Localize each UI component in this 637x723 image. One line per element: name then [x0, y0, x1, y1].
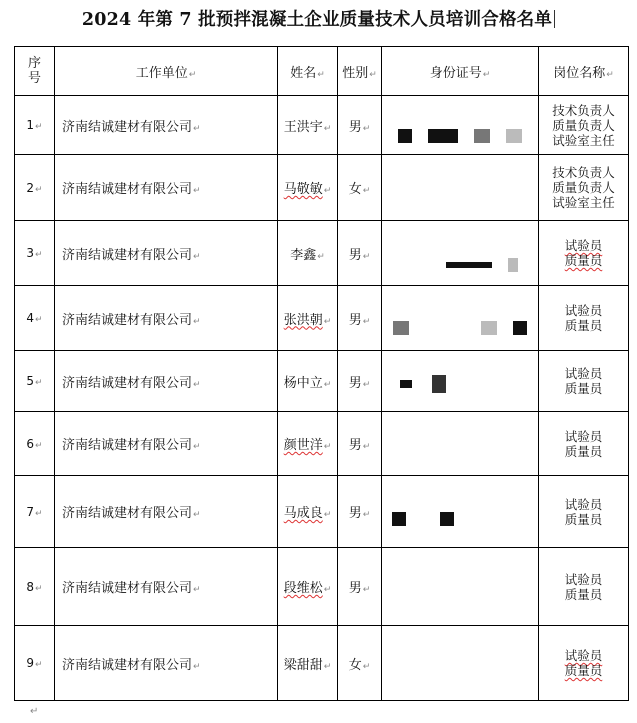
- cell-gender: 男↵: [338, 476, 382, 548]
- cell-position: 试验员 质量员: [539, 221, 629, 286]
- cell-seq: 9↵: [15, 626, 55, 701]
- cell-name: 王洪宇↵: [278, 96, 338, 155]
- cell-seq: 7↵: [15, 476, 55, 548]
- cell-unit: 济南结诚建材有限公司↵: [55, 155, 278, 221]
- table-row: [15, 476, 629, 548]
- table-row: [15, 626, 629, 701]
- cell-name: 马敬敏↵: [278, 155, 338, 221]
- cell-gender: 男↵: [338, 96, 382, 155]
- cell-name: 杨中立↵: [278, 351, 338, 412]
- redaction-block: [440, 512, 454, 526]
- cell-gender: 男↵: [338, 548, 382, 626]
- cell-seq: 2↵: [15, 155, 55, 221]
- cell-id-redacted: [382, 221, 539, 286]
- cell-position: 技术负责人 质量负责人 试验室主任: [539, 155, 629, 221]
- cell-seq: 1↵: [15, 96, 55, 155]
- cell-id-redacted: [382, 155, 539, 221]
- header-seq: [15, 47, 55, 96]
- cell-gender: 男↵: [338, 221, 382, 286]
- cell-name: 梁甜甜↵: [278, 626, 338, 701]
- table-row: [15, 351, 629, 412]
- header-id: 身份证号↵: [382, 47, 539, 96]
- header-name-label: 姓名: [290, 65, 317, 81]
- table-row: [15, 548, 629, 626]
- cell-name: 颜世洋↵: [278, 412, 338, 476]
- cell-unit: 济南结诚建材有限公司↵: [55, 221, 278, 286]
- redaction-block: [481, 321, 497, 335]
- cell-id-redacted: [382, 351, 539, 412]
- cell-position: 试验员 质量员: [539, 476, 629, 548]
- redaction-block: [474, 129, 490, 143]
- cell-id-redacted: [382, 96, 539, 155]
- cell-gender: 女↵: [338, 155, 382, 221]
- redaction-block: [392, 512, 406, 526]
- header-unit: 工作单位↵: [55, 47, 278, 96]
- cell-gender: 男↵: [338, 286, 382, 351]
- cell-seq: 3↵: [15, 221, 55, 286]
- cell-id-redacted: [382, 626, 539, 701]
- redaction-block: [393, 321, 409, 335]
- header-row: [15, 47, 629, 96]
- redaction-block: [432, 375, 446, 393]
- cell-id-redacted: [382, 286, 539, 351]
- cell-position: 试验员 质量员: [539, 548, 629, 626]
- cell-seq: 5↵: [15, 351, 55, 412]
- cell-seq: 8↵: [15, 548, 55, 626]
- cell-name: 李鑫↵: [278, 221, 338, 286]
- document-title: [0, 6, 637, 31]
- redaction-block: [446, 262, 492, 268]
- redaction-block: [400, 380, 412, 388]
- cell-gender: 男↵: [338, 412, 382, 476]
- cell-id-redacted: [382, 548, 539, 626]
- cell-position: 试验员 质量员: [539, 351, 629, 412]
- header-seq-label: 序号: [27, 56, 41, 86]
- cell-unit: 济南结诚建材有限公司↵: [55, 476, 278, 548]
- header-gender: 性别↵: [338, 47, 382, 96]
- cell-position: 试验员 质量员: [539, 412, 629, 476]
- cell-name: 张洪朝↵: [278, 286, 338, 351]
- cell-seq: 4↵: [15, 286, 55, 351]
- cell-position: 技术负责人 质量负责人 试验室主任: [539, 96, 629, 155]
- cell-name: 段维松↵: [278, 548, 338, 626]
- header-id-label: 身份证号: [429, 65, 482, 81]
- roster-table: [14, 46, 629, 701]
- redaction-block: [513, 321, 527, 335]
- title-text: 2024 年第 7 批预拌混凝土企业质量技术人员培训合格名单: [81, 10, 553, 30]
- header-unit-label: 工作单位: [135, 65, 188, 81]
- text-cursor: [554, 10, 555, 28]
- cell-unit: 济南结诚建材有限公司↵: [55, 351, 278, 412]
- cell-id-redacted: [382, 412, 539, 476]
- redaction-block: [398, 129, 412, 143]
- header-position-label: 岗位名称: [553, 65, 606, 81]
- table-row: [15, 412, 629, 476]
- cell-unit: 济南结诚建材有限公司↵: [55, 626, 278, 701]
- cell-unit: 济南结诚建材有限公司↵: [55, 96, 278, 155]
- paragraph-mark: ↵: [30, 706, 39, 717]
- cell-position: 试验员 质量员: [539, 286, 629, 351]
- redaction-block: [508, 258, 518, 272]
- table-row: [15, 155, 629, 221]
- redaction-block: [506, 129, 522, 143]
- cell-position: 试验员 质量员: [539, 626, 629, 701]
- cell-gender: 女↵: [338, 626, 382, 701]
- cell-gender: 男↵: [338, 351, 382, 412]
- table-row: [15, 286, 629, 351]
- cell-id-redacted: [382, 476, 539, 548]
- cell-unit: 济南结诚建材有限公司↵: [55, 412, 278, 476]
- table-row: [15, 221, 629, 286]
- cell-unit: 济南结诚建材有限公司↵: [55, 286, 278, 351]
- header-gender-label: 性别: [342, 65, 369, 81]
- cell-name: 马成良↵: [278, 476, 338, 548]
- cell-seq: 6↵: [15, 412, 55, 476]
- table-row: [15, 96, 629, 155]
- redaction-block: [428, 129, 458, 143]
- header-position: 岗位名称↵: [539, 47, 629, 96]
- cell-unit: 济南结诚建材有限公司↵: [55, 548, 278, 626]
- header-name: 姓名↵: [278, 47, 338, 96]
